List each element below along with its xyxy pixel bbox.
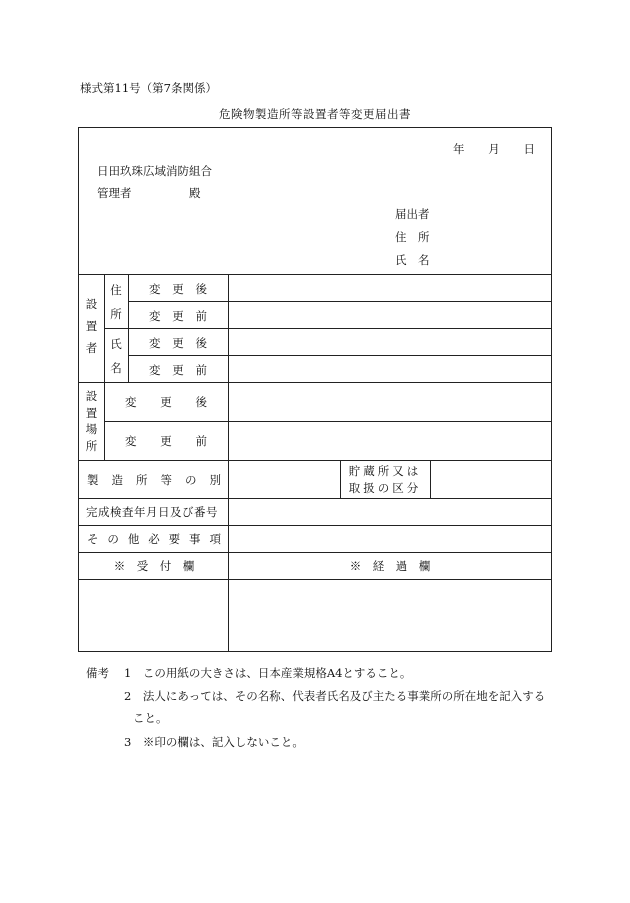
location-label-char-3: 場 xyxy=(85,422,98,437)
other-label-char-7: 項 xyxy=(209,532,221,546)
note-1: 1 この用紙の大きさは、日本産業規格A4とすること。 xyxy=(124,666,412,680)
facility-type-label-char-5: の xyxy=(185,473,197,487)
facility-type-label-char-4: 等 xyxy=(160,473,172,487)
name-after-label xyxy=(149,335,207,351)
address-after-label-char-3: 後 xyxy=(195,282,207,296)
installer-label xyxy=(79,296,104,356)
name-after-label-char-2: 更 xyxy=(172,336,184,350)
document-title: 危険物製造所等設置者等変更届出書 xyxy=(219,107,411,121)
inspection-label: 完成検査年月日及び番号 xyxy=(86,505,218,519)
address-label-char-2: 所 xyxy=(110,307,122,321)
year-label: 年 xyxy=(453,142,465,156)
notifier-address-label: 住 所 xyxy=(395,230,430,244)
facility-type-label-char-3: 所 xyxy=(136,473,148,487)
day-label: 日 xyxy=(523,142,535,156)
installer-label-char-2: 置 xyxy=(85,319,98,333)
location-after-label-char-1: 変 xyxy=(125,395,137,409)
note-3: 3 ※印の欄は、記入しないこと。 xyxy=(124,735,304,749)
location-after-label-char-3: 後 xyxy=(195,395,207,409)
notifier-label: 届出者 xyxy=(395,207,430,221)
name-before-label-char-2: 更 xyxy=(172,363,184,377)
name-label xyxy=(104,336,128,376)
name-before-label xyxy=(149,362,207,378)
facility-type-label-char-6: 別 xyxy=(209,473,221,487)
notes-heading: 備考 xyxy=(86,666,109,680)
address-label xyxy=(104,282,128,322)
reception-label: ※ 受 付 欄 xyxy=(113,559,195,573)
note-2: 2 法人にあっては、その名称、代表者氏名及び主たる事業所の所在地を記入する xyxy=(124,689,546,703)
form-table xyxy=(78,127,552,652)
location-label-char-4: 所 xyxy=(85,438,98,453)
address-before-label-char-2: 更 xyxy=(172,309,184,323)
installer-label-char-1: 設 xyxy=(85,297,98,311)
other-label-char-5: 要 xyxy=(168,532,181,546)
address-after-label-char-1: 変 xyxy=(149,282,161,296)
location-before-label xyxy=(125,433,207,449)
location-before-label-char-3: 前 xyxy=(195,434,207,448)
location-before-label-char-2: 更 xyxy=(160,434,172,448)
facility-type-label xyxy=(87,472,221,488)
address-before-label-char-3: 前 xyxy=(195,309,207,323)
facility-type-label-char-1: 製 xyxy=(87,473,99,487)
location-label-char-1: 設 xyxy=(85,389,98,403)
other-label-char-4: 必 xyxy=(148,532,160,546)
other-label-char-1: そ xyxy=(87,532,99,546)
other-label xyxy=(87,531,221,547)
addressee-organization: 日田玖珠広域消防組合 xyxy=(97,164,212,178)
other-label-char-2: の xyxy=(107,532,119,546)
other-label-char-6: 事 xyxy=(189,532,201,546)
name-after-label-char-1: 変 xyxy=(149,336,161,350)
address-after-label xyxy=(149,281,207,297)
name-after-label-char-3: 後 xyxy=(195,336,207,350)
location-after-label-char-2: 更 xyxy=(160,395,172,409)
facility-type-label-char-2: 造 xyxy=(111,473,123,487)
location-before-label-char-1: 変 xyxy=(125,434,137,448)
address-label-char-1: 住 xyxy=(110,283,122,297)
location-after-label xyxy=(125,394,207,410)
address-before-label xyxy=(149,308,207,324)
other-label-char-3: 他 xyxy=(127,532,140,546)
name-label-char-1: 氏 xyxy=(110,337,122,351)
date-line xyxy=(453,141,535,157)
name-label-char-2: 名 xyxy=(110,361,122,375)
name-before-label-char-3: 前 xyxy=(195,363,207,377)
month-label: 月 xyxy=(488,142,500,156)
storage-handling-line1: 貯蔵所又は xyxy=(348,464,422,478)
progress-label: ※ 経 過 欄 xyxy=(349,559,431,573)
name-before-label-char-1: 変 xyxy=(149,363,161,377)
note-2-cont: こと。 xyxy=(133,711,168,725)
honorific: 殿 xyxy=(189,186,201,200)
address-after-label-char-2: 更 xyxy=(172,282,184,296)
location-label xyxy=(79,388,104,454)
installer-label-char-3: 者 xyxy=(85,341,98,355)
notifier-name-label: 氏 名 xyxy=(395,253,430,267)
location-label-char-2: 置 xyxy=(85,405,98,420)
form-number: 様式第11号（第7条関係） xyxy=(80,81,217,95)
storage-handling-line2: 取扱の区分 xyxy=(348,481,422,495)
address-before-label-char-1: 変 xyxy=(149,309,161,323)
addressee-manager: 管理者 xyxy=(97,186,132,200)
